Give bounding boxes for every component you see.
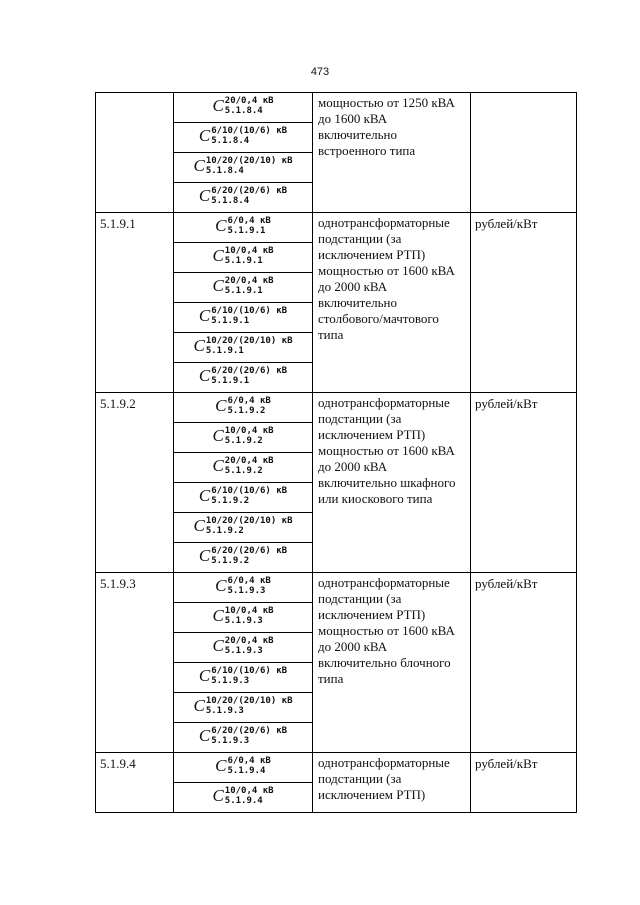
formula-subscript: 5.1.9.2 (224, 435, 263, 446)
item-unit: рублей/кВт (471, 393, 577, 573)
formula-subscript: 5.1.9.1 (227, 225, 266, 236)
rate-symbol (174, 753, 313, 783)
formula-superscript: 6/0,4 кВ (227, 215, 271, 226)
formula-superscript: 20/0,4 кВ (224, 455, 274, 466)
formula-letter: C (193, 336, 205, 355)
rate-symbol (174, 423, 313, 453)
formula-superscript: 6/0,4 кВ (227, 575, 271, 586)
formula (212, 246, 273, 266)
formula-subscript: 5.1.9.2 (205, 525, 244, 536)
item-number: 5.1.9.2 (96, 393, 174, 573)
formula (215, 396, 271, 416)
rate-symbol (174, 333, 313, 363)
formula-superscript: 6/20/(20/6) кВ (211, 725, 288, 736)
formula-superscript: 10/0,4 кВ (224, 245, 274, 256)
formula (193, 336, 292, 356)
formula (193, 516, 292, 536)
formula-subscript: 5.1.9.2 (211, 495, 250, 506)
rate-symbol (174, 723, 313, 753)
formula-subscript: 5.1.9.1 (205, 345, 244, 356)
rate-symbol (174, 633, 313, 663)
formula-superscript: 6/20/(20/6) кВ (211, 545, 288, 556)
rate-symbol (174, 93, 313, 123)
formula-superscript: 10/20/(20/10) кВ (205, 335, 293, 346)
formula (199, 486, 287, 506)
formula-subscript: 5.1.9.3 (205, 705, 244, 716)
item-unit: рублей/кВт (471, 753, 577, 813)
formula-letter: C (193, 156, 205, 175)
formula (212, 636, 273, 656)
table-row (96, 213, 577, 243)
formula-subscript: 5.1.9.2 (211, 555, 250, 566)
formula-letter: C (212, 636, 224, 655)
formula (199, 126, 287, 146)
item-description: однотрансформаторные подстанции (за исключением РТП) мощностью от 1600 кВА до 2000 кВА включительно шкафного или киоскового типа (313, 393, 471, 573)
formula-letter: C (215, 396, 227, 415)
formula-letter: C (215, 216, 227, 235)
formula-subscript: 5.1.9.3 (224, 645, 263, 656)
tariff-table-body (96, 93, 577, 813)
rate-symbol (174, 243, 313, 273)
rate-symbol (174, 573, 313, 603)
rate-symbol (174, 543, 313, 573)
formula-subscript: 5.1.9.1 (224, 285, 263, 296)
rate-symbol (174, 363, 313, 393)
formula (212, 606, 273, 626)
formula (212, 96, 273, 116)
formula-subscript: 5.1.9.3 (224, 615, 263, 626)
formula-subscript: 5.1.9.1 (211, 315, 250, 326)
rate-symbol (174, 273, 313, 303)
formula-subscript: 5.1.8.4 (211, 195, 250, 206)
formula (212, 276, 273, 296)
formula-superscript: 10/20/(20/10) кВ (205, 695, 293, 706)
item-description: однотрансформаторные подстанции (за исключением РТП) (313, 753, 471, 813)
rate-symbol (174, 513, 313, 543)
formula-letter: C (215, 576, 227, 595)
formula-letter: C (193, 516, 205, 535)
formula-letter: C (212, 456, 224, 475)
rate-symbol (174, 453, 313, 483)
table-row (96, 753, 577, 783)
formula (215, 216, 271, 236)
rate-symbol (174, 663, 313, 693)
item-unit (471, 93, 577, 213)
item-number: 5.1.9.1 (96, 213, 174, 393)
formula-superscript: 6/20/(20/6) кВ (211, 185, 288, 196)
formula (212, 456, 273, 476)
formula-letter: C (198, 126, 211, 145)
rate-symbol (174, 153, 313, 183)
formula (215, 576, 271, 596)
formula-superscript: 10/20/(20/10) кВ (205, 515, 293, 526)
formula-letter: C (198, 726, 211, 745)
formula-superscript: 20/0,4 кВ (224, 635, 274, 646)
formula (215, 756, 271, 776)
formula-letter: C (212, 276, 224, 295)
formula-subscript: 5.1.9.1 (211, 375, 250, 386)
formula (193, 156, 292, 176)
formula-letter: C (198, 366, 211, 385)
item-number: 5.1.9.3 (96, 573, 174, 753)
formula-letter: C (212, 96, 224, 115)
formula-superscript: 6/0,4 кВ (227, 395, 271, 406)
formula-superscript: 10/20/(20/10) кВ (205, 155, 293, 166)
rate-symbol (174, 483, 313, 513)
formula-subscript: 5.1.9.1 (224, 255, 263, 266)
formula-subscript: 5.1.8.4 (211, 135, 250, 146)
rate-symbol (174, 603, 313, 633)
rate-symbol (174, 123, 313, 153)
rate-symbol (174, 213, 313, 243)
formula-subscript: 5.1.9.4 (227, 765, 266, 776)
formula-subscript: 5.1.8.4 (224, 105, 263, 116)
formula-subscript: 5.1.9.2 (227, 405, 266, 416)
page-number: 473 (310, 66, 330, 78)
formula-superscript: 6/0,4 кВ (227, 755, 271, 766)
formula-letter: C (212, 246, 224, 265)
formula (199, 726, 287, 746)
formula (199, 186, 287, 206)
item-description: мощностью от 1250 кВА до 1600 кВА включительно встроенного типа (313, 93, 471, 213)
item-number (96, 93, 174, 213)
item-unit: рублей/кВт (471, 213, 577, 393)
formula-subscript: 5.1.8.4 (205, 165, 244, 176)
formula-superscript: 10/0,4 кВ (224, 605, 274, 616)
formula (212, 426, 273, 446)
formula-letter: C (215, 756, 227, 775)
formula-subscript: 5.1.9.3 (227, 585, 266, 596)
item-number: 5.1.9.4 (96, 753, 174, 813)
formula-superscript: 6/10/(10/6) кВ (211, 305, 288, 316)
table-row (96, 573, 577, 603)
formula-superscript: 6/10/(10/6) кВ (211, 665, 288, 676)
formula-letter: C (212, 426, 224, 445)
formula-letter: C (198, 186, 211, 205)
formula (199, 306, 287, 326)
item-unit: рублей/кВт (471, 573, 577, 753)
item-description: однотрансформаторные подстанции (за исключением РТП) мощностью от 1600 кВА до 2000 кВА включительно столбового/мачтового типа (313, 213, 471, 393)
formula-subscript: 5.1.9.4 (224, 795, 263, 806)
formula-superscript: 10/0,4 кВ (224, 785, 274, 796)
formula-superscript: 6/10/(10/6) кВ (211, 125, 288, 136)
formula-superscript: 6/20/(20/6) кВ (211, 365, 288, 376)
item-description: однотрансформаторные подстанции (за исключением РТП) мощностью от 1600 кВА до 2000 кВА включительно блочного типа (313, 573, 471, 753)
formula-superscript: 10/0,4 кВ (224, 425, 274, 436)
formula-letter: C (198, 486, 211, 505)
table-row (96, 93, 577, 123)
formula-subscript: 5.1.9.2 (224, 465, 263, 476)
formula-superscript: 20/0,4 кВ (224, 95, 274, 106)
formula-letter: C (212, 606, 224, 625)
rate-symbol (174, 693, 313, 723)
rate-symbol (174, 783, 313, 813)
formula (199, 546, 287, 566)
formula (199, 366, 287, 386)
table-row (96, 393, 577, 423)
formula (193, 696, 292, 716)
formula-letter: C (198, 306, 211, 325)
rate-symbol (174, 393, 313, 423)
formula-letter: C (198, 546, 211, 565)
formula-letter: C (212, 786, 224, 805)
formula-superscript: 6/10/(10/6) кВ (211, 485, 288, 496)
tariff-table (95, 92, 577, 813)
formula-subscript: 5.1.9.3 (211, 735, 250, 746)
formula-subscript: 5.1.9.3 (211, 675, 250, 686)
formula (199, 666, 287, 686)
rate-symbol (174, 183, 313, 213)
formula-superscript: 20/0,4 кВ (224, 275, 274, 286)
formula-letter: C (193, 696, 205, 715)
formula (212, 786, 273, 806)
formula-letter: C (198, 666, 211, 685)
rate-symbol (174, 303, 313, 333)
